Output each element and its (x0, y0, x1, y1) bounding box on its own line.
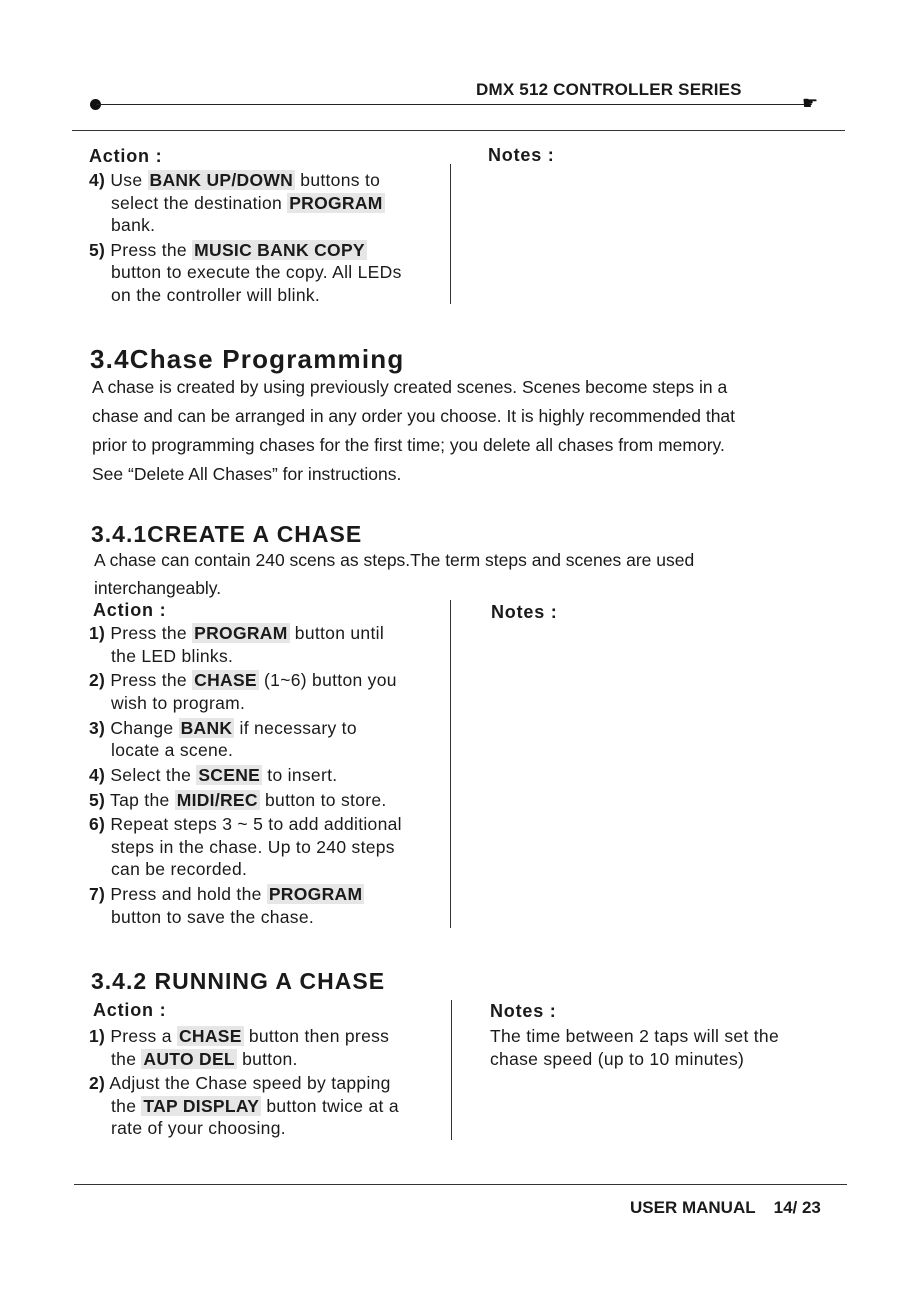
step-text: Press the (105, 670, 193, 691)
button-keyword: PROGRAM (289, 192, 383, 213)
step-text: Adjust the Chase speed by tapping (105, 1073, 391, 1093)
step-text: Repeat steps 3 ~ 5 to add additional (105, 814, 402, 835)
button-keyword: TAP DISPLAY (143, 1095, 260, 1116)
step-continuation (89, 214, 444, 237)
page-number: 14/ 23 (773, 1198, 821, 1217)
notes-heading: Notes : (488, 145, 555, 165)
subsection-body (94, 546, 694, 602)
step-continuation (89, 261, 444, 284)
step-text: Press the (105, 623, 193, 643)
notes-body (490, 1025, 779, 1070)
step-text: the (111, 1048, 142, 1069)
notes-heading: Notes : (490, 1001, 557, 1021)
step-text: Select the (105, 764, 197, 785)
action-heading: Action : (89, 146, 163, 166)
button-keyword: PROGRAM (268, 884, 363, 905)
step-number: 2) (89, 1073, 106, 1093)
step-text: button to store. (259, 789, 387, 810)
section-title: 3.4Chase Programming (90, 344, 405, 374)
column-divider (451, 1000, 452, 1140)
step-continuation (89, 739, 449, 762)
step-text: to insert. (262, 764, 338, 785)
step-text: Tap the (105, 789, 175, 810)
step-number: 1) (89, 1026, 106, 1046)
step-number: 3) (89, 717, 106, 738)
action-steps (89, 169, 444, 308)
step-item (89, 622, 449, 667)
button-keyword: CHASE (194, 670, 257, 691)
step-text: if necessary to (234, 717, 357, 738)
step-text: on the controller will blink. (111, 284, 321, 305)
step-text: Use (105, 170, 148, 190)
button-keyword: SCENE (198, 764, 261, 785)
step-text: rate of your choosing. (111, 1118, 286, 1138)
step-continuation (89, 692, 449, 715)
step-text: select the destination (111, 192, 288, 213)
body-line: A chase can contain 240 scens as steps.The term steps and scenes are used (94, 550, 695, 570)
step-continuation (89, 1117, 449, 1140)
step-number: 7) (89, 884, 106, 905)
step-text: Change (105, 717, 179, 738)
subsection-title: 3.4.1CREATE A CHASE (91, 521, 363, 547)
notes-line: The time between 2 taps will set the (490, 1026, 779, 1046)
step-continuation (89, 858, 449, 881)
step-continuation (89, 645, 449, 668)
step-text: button. (236, 1048, 298, 1069)
button-keyword: BANK (180, 717, 233, 738)
button-keyword: PROGRAM (194, 623, 288, 643)
step-text: button to execute the copy. All LEDs (111, 262, 402, 282)
action-steps (89, 622, 449, 931)
step-item (89, 169, 444, 237)
notes-heading: Notes : (491, 602, 558, 622)
step-text: button until (289, 623, 385, 643)
step-continuation (89, 836, 449, 859)
step-text: bank. (111, 215, 156, 235)
column-divider (450, 600, 451, 928)
step-continuation (89, 284, 444, 307)
step-text: Press and hold the (105, 884, 267, 905)
body-line: interchangeably. (94, 578, 222, 598)
body-line: A chase is created by using previously created scenes. Scenes become steps in a (92, 377, 728, 397)
step-text: (1~6) button you (258, 670, 397, 691)
step-continuation (89, 192, 444, 215)
step-text: buttons to (295, 170, 381, 190)
step-text: Press a (105, 1026, 177, 1046)
action-steps (89, 1025, 449, 1142)
step-text: wish to program. (111, 692, 246, 713)
body-line: prior to programming chases for the first time; you delete all chases from memory. (92, 435, 725, 455)
document-header-title: DMX 512 CONTROLLER SERIES (476, 80, 742, 99)
step-item (89, 789, 449, 812)
step-item (89, 813, 449, 881)
step-continuation (89, 1095, 449, 1118)
step-text: can be recorded. (111, 859, 248, 880)
subsection-title: 3.4.2 RUNNING A CHASE (91, 968, 386, 994)
action-heading: Action : (93, 600, 167, 620)
step-item (89, 1072, 449, 1140)
footer (630, 1198, 821, 1218)
step-item (89, 717, 449, 762)
step-text: button twice at a (261, 1095, 399, 1116)
header-rule (96, 104, 808, 105)
step-text: the (111, 1095, 142, 1116)
button-keyword: AUTO DEL (143, 1048, 235, 1069)
body-line: chase and can be arranged in any order you choose. It is highly recommended that (92, 406, 736, 426)
step-number: 1) (89, 623, 106, 643)
step-text: button then press (243, 1026, 390, 1046)
action-heading: Action : (93, 1000, 167, 1020)
footer-label: USER MANUAL (630, 1198, 756, 1217)
step-item (89, 764, 449, 787)
button-keyword: CHASE (178, 1026, 242, 1046)
step-text: steps in the chase. Up to 240 steps (111, 836, 395, 857)
step-number: 5) (89, 789, 106, 810)
step-continuation (89, 1048, 449, 1071)
step-text: Press the (105, 239, 193, 260)
header-divider (72, 130, 845, 131)
step-text: button to save the chase. (111, 906, 315, 927)
step-number: 5) (89, 239, 106, 260)
step-number: 4) (89, 170, 106, 190)
button-keyword: MIDI/REC (176, 789, 258, 810)
section-body (92, 373, 735, 489)
step-item (89, 883, 449, 928)
step-item (89, 669, 449, 714)
step-number: 2) (89, 670, 106, 691)
button-keyword: BANK UP/DOWN (149, 170, 294, 190)
step-text: the LED blinks. (111, 645, 234, 666)
button-keyword: MUSIC BANK COPY (194, 239, 365, 260)
step-number: 4) (89, 764, 106, 785)
notes-line: chase speed (up to 10 minutes) (490, 1048, 745, 1069)
step-text: locate a scene. (111, 740, 234, 761)
footer-divider (74, 1184, 847, 1185)
column-divider (450, 164, 451, 304)
step-item (89, 239, 444, 307)
pointing-hand-icon: ☛ (802, 93, 819, 113)
step-item (89, 1025, 449, 1070)
step-number: 6) (89, 814, 106, 835)
body-line: See “Delete All Chases” for instructions. (92, 464, 402, 484)
step-continuation (89, 906, 449, 929)
